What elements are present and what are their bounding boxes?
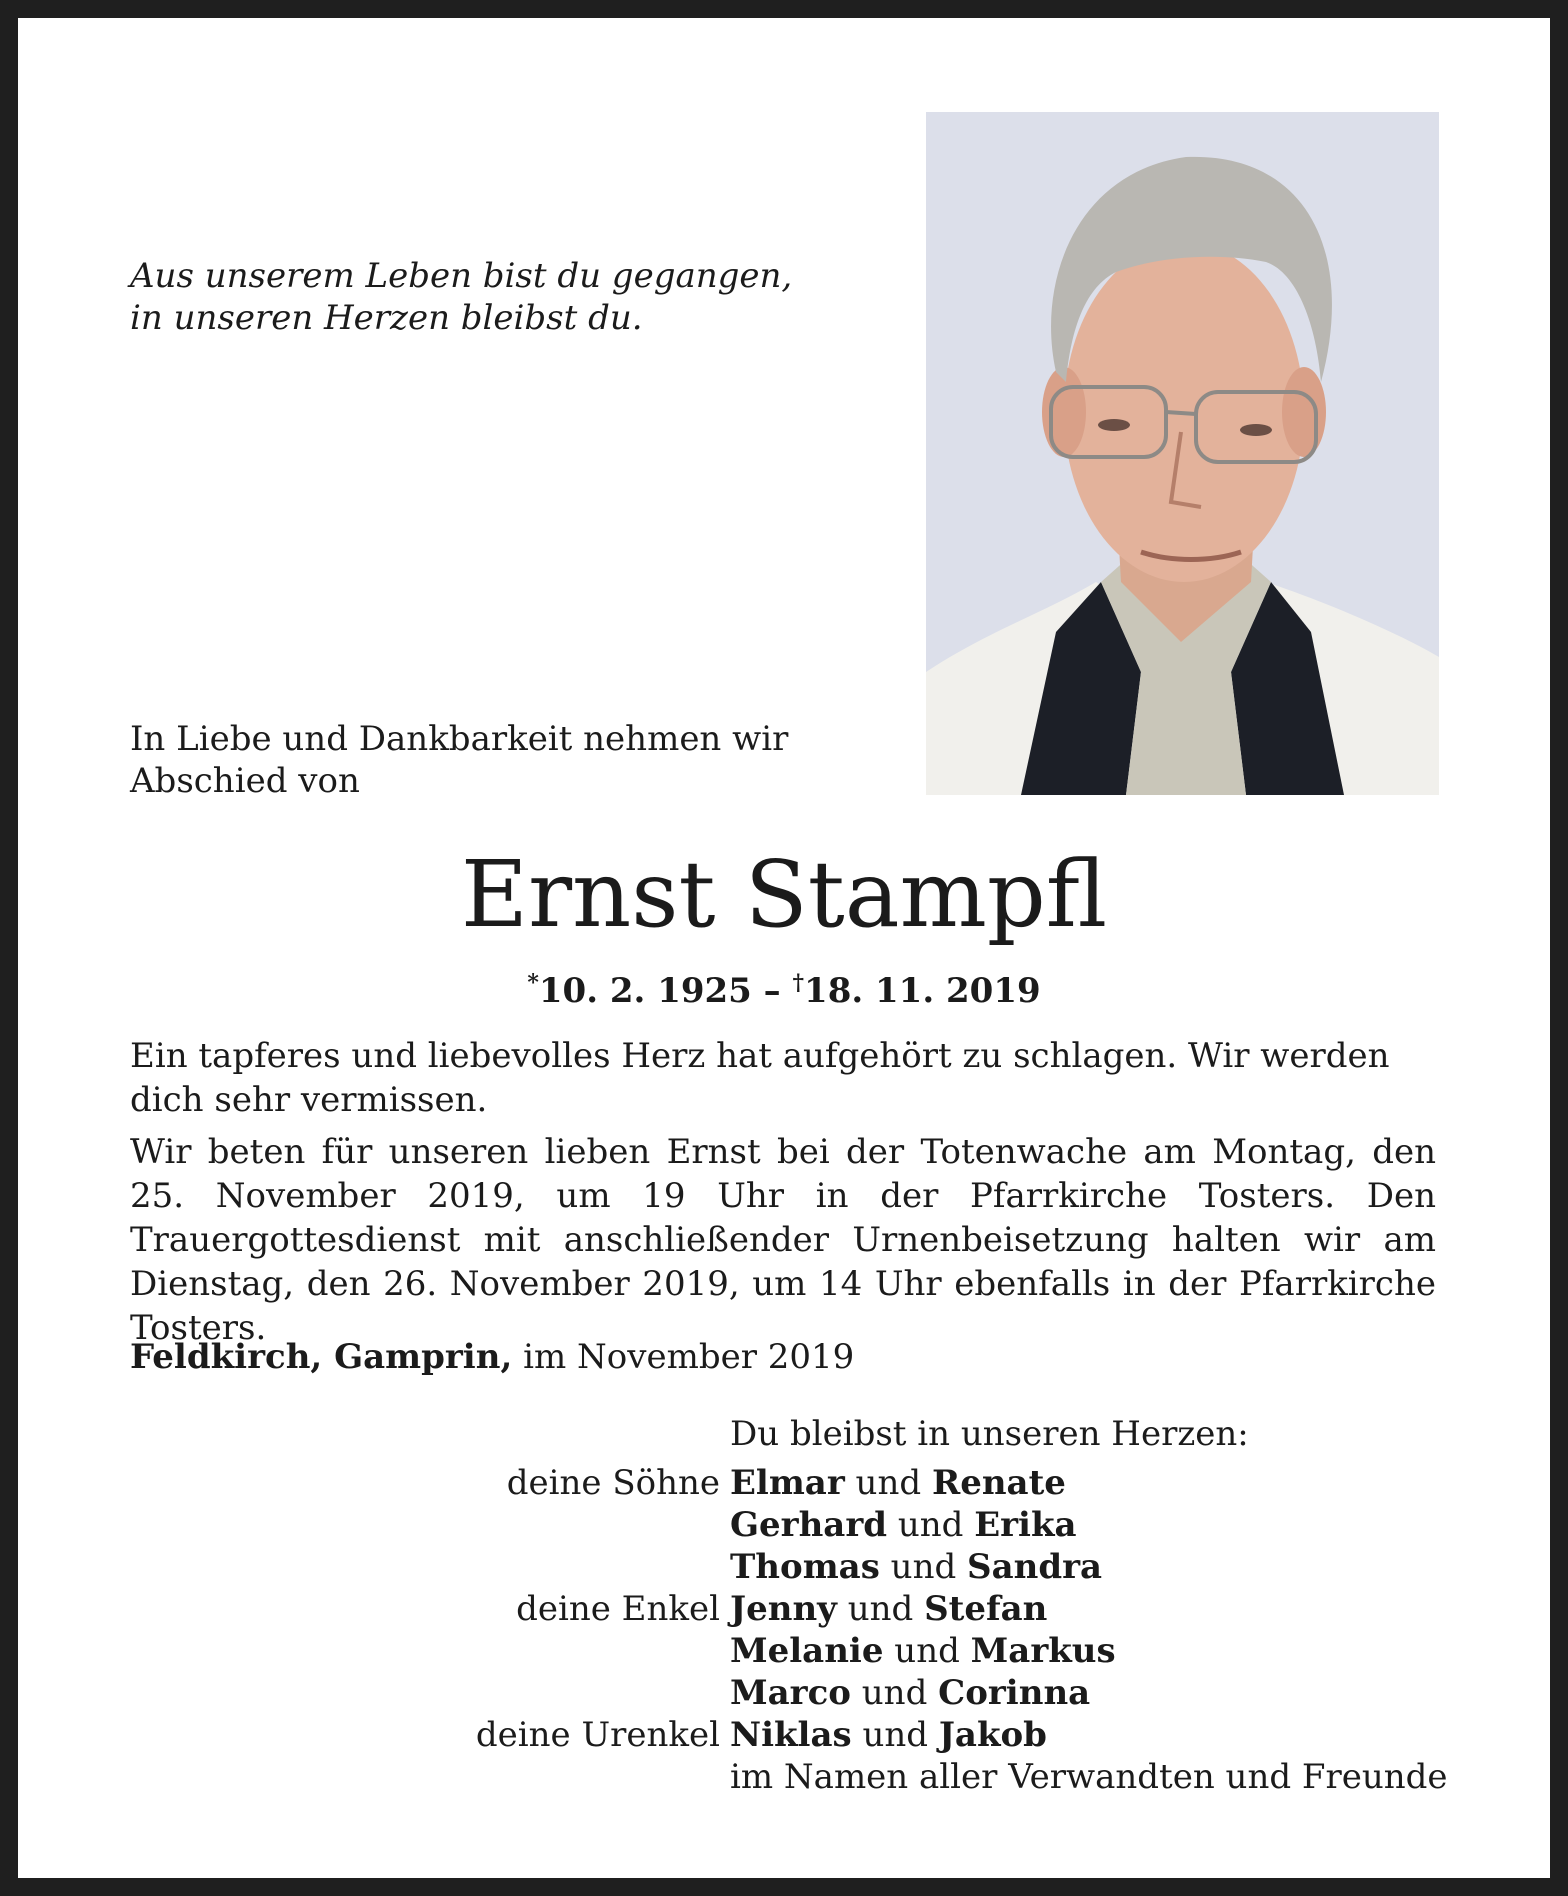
birth-date: 10. 2. 1925 xyxy=(538,971,752,1011)
name-b: Stefan xyxy=(924,1589,1048,1629)
name-a: Gerhard xyxy=(730,1505,888,1545)
relation-label: deine Enkel xyxy=(516,1589,720,1629)
name-a: Marco xyxy=(730,1673,851,1713)
birth-symbol: * xyxy=(527,970,539,996)
family-names xyxy=(730,1504,1077,1546)
name-b: Jakob xyxy=(938,1715,1047,1755)
family-row xyxy=(300,1672,1448,1714)
life-dates xyxy=(0,962,1568,1012)
relation-label: deine Söhne xyxy=(506,1463,720,1503)
family-list xyxy=(300,1462,1448,1798)
family-row xyxy=(300,1504,1448,1546)
family-row xyxy=(300,1630,1448,1672)
paragraph-2: Wir beten für unseren lieben Ernst bei der Totenwache am Montag, den 25. November 2019, um 19 Uhr in der Pfarrkirche Tosters. Den Trauergottesdienst mit anschließender Urnenbeisetzung halten wir am Dienstag, den 26. November 2019, um 14 Uhr ebenfalls in der Pfarrkirche Tosters. xyxy=(130,1132,1436,1348)
name-a: Thomas xyxy=(730,1547,880,1587)
relation-label: deine Urenkel xyxy=(475,1715,720,1755)
family-names xyxy=(730,1462,1066,1504)
death-symbol: † xyxy=(792,970,805,996)
name-a: Melanie xyxy=(730,1631,884,1671)
name-joiner: und xyxy=(879,1547,968,1587)
family-row xyxy=(300,1462,1448,1504)
name-b: Corinna xyxy=(938,1673,1091,1713)
name-a: Niklas xyxy=(730,1715,852,1755)
family-heading: Du bleibst in unseren Herzen: xyxy=(730,1414,1249,1454)
name-joiner: und xyxy=(844,1463,932,1503)
family-closing-row xyxy=(300,1756,1448,1798)
name-joiner: und xyxy=(836,1589,925,1629)
name-a: Jenny xyxy=(730,1589,837,1629)
intro-line-1: In Liebe und Dankbarkeit nehmen wir xyxy=(130,719,789,759)
relation-label xyxy=(300,1546,730,1588)
name-joiner: und xyxy=(850,1673,939,1713)
family-closing: im Namen aller Verwandten und Freunde xyxy=(730,1757,1448,1797)
name-joiner: und xyxy=(887,1505,975,1545)
relation-label xyxy=(300,1504,730,1546)
name-joiner: und xyxy=(883,1631,971,1671)
family-names xyxy=(730,1714,1047,1756)
motto xyxy=(130,255,792,339)
date-text: im November 2019 xyxy=(512,1337,855,1377)
family-names xyxy=(730,1672,1090,1714)
date-separator: – xyxy=(751,971,793,1011)
name-b: Renate xyxy=(931,1463,1066,1503)
name-a: Elmar xyxy=(730,1463,845,1503)
family-names xyxy=(730,1630,1116,1672)
intro-text xyxy=(130,718,788,802)
family-row xyxy=(300,1588,1448,1630)
intro-line-2: Abschied von xyxy=(130,761,360,801)
place-and-date xyxy=(130,1336,854,1378)
family-names xyxy=(730,1546,1102,1588)
relation-spacer xyxy=(300,1756,730,1798)
name-b: Erika xyxy=(974,1505,1077,1545)
name-joiner: und xyxy=(851,1715,939,1755)
place-names: Feldkirch, Gamprin, xyxy=(130,1337,513,1377)
family-row xyxy=(300,1546,1448,1588)
relation-label xyxy=(300,1630,730,1672)
motto-line-2: in unseren Herzen bleibst du. xyxy=(130,298,643,338)
name-b: Markus xyxy=(970,1631,1116,1671)
portrait-photo xyxy=(926,112,1439,795)
deceased-name: Ernst Stampfl xyxy=(460,841,1108,948)
name-b: Sandra xyxy=(967,1547,1103,1587)
motto-line-1: Aus unserem Leben bist du gegangen, xyxy=(130,256,793,296)
relation-label xyxy=(300,1672,730,1714)
paragraph-1: Ein tapferes und liebevolles Herz hat aufgehört zu schlagen. Wir werden dich sehr vermissen. xyxy=(130,1036,1390,1120)
death-date: 18. 11. 2019 xyxy=(804,971,1041,1011)
family-row xyxy=(300,1714,1448,1756)
family-names xyxy=(730,1588,1047,1630)
